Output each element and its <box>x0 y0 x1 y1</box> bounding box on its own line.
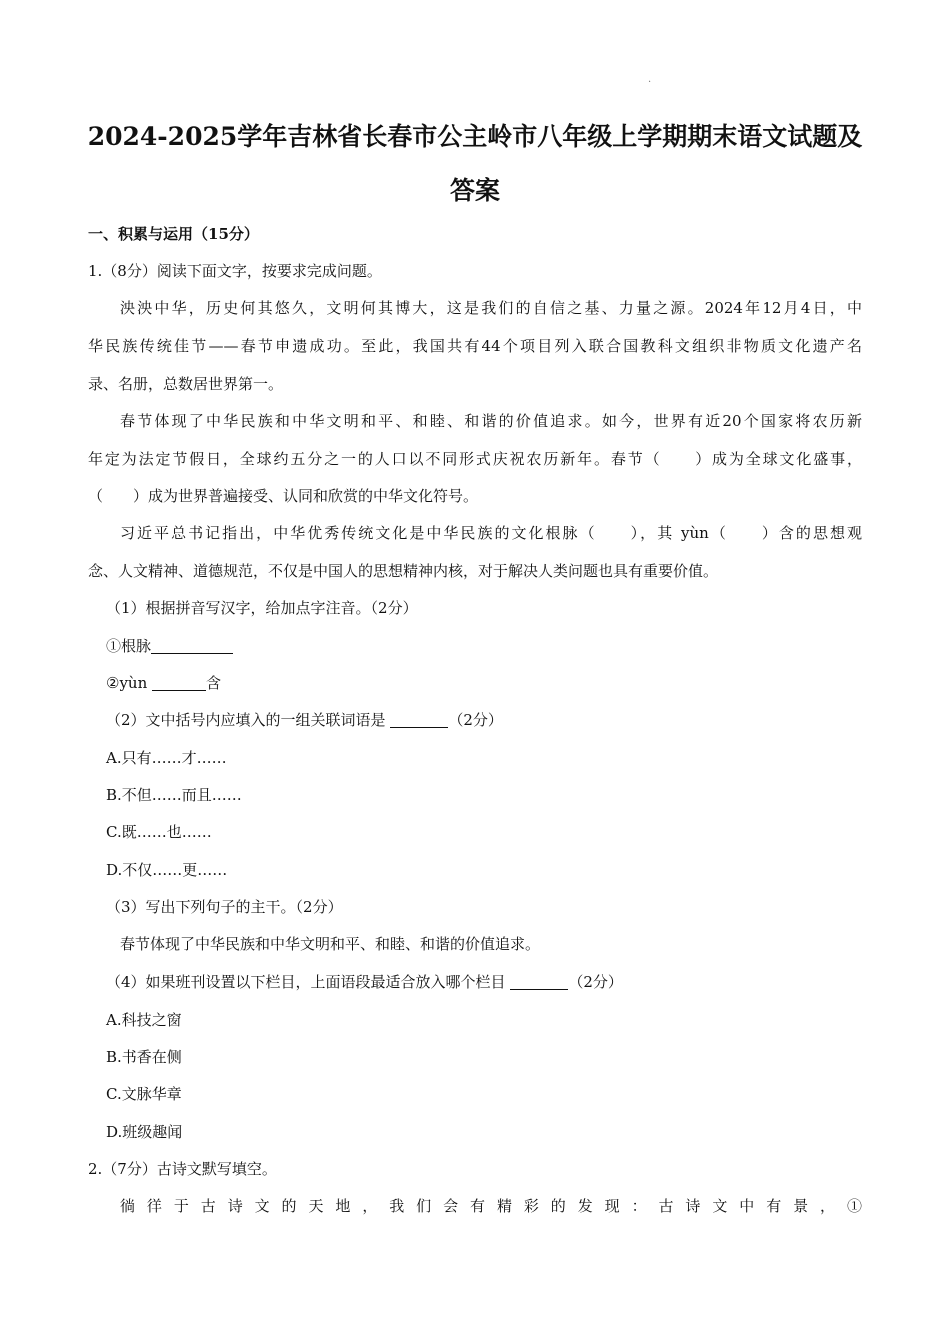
subquestion-1-b-label: ②yùn <box>106 674 153 692</box>
paragraph-3-line-2: 念、人文精神、道德规范，不仅是中国人的思想精神内核，对于解决人类问题也具有重要价值。 <box>88 562 719 580</box>
title-line-1: 2024-2025学年吉林省长春市公主岭市八年级上学期期末语文试题及 <box>87 122 863 151</box>
answer-blank[interactable] <box>151 637 233 654</box>
question-2-stem: 2.（7分）古诗文默写填空。 <box>88 1160 277 1178</box>
option-b: B.不但……而且…… <box>106 786 242 804</box>
subquestion-4 <box>106 972 623 992</box>
answer-blank[interactable] <box>152 674 206 691</box>
option-a: A.科技之窗 <box>106 1011 182 1029</box>
paragraph-1-line-2: 华民族传统佳节——春节申遗成功。至此，我国共有44个项目列入联合国教科文组织非物质文化遗产名 <box>88 337 862 355</box>
subquestion-1-b <box>106 673 221 693</box>
question-2-line-1: 徜徉于古诗文的天地，我们会有精彩的发现：古诗文中有景，① <box>120 1197 862 1215</box>
paragraph-2-line-3: （ ）成为世界普遍接受、认同和欣赏的中华文化符号。 <box>88 487 479 505</box>
subquestion-4-text: （4）如果班刊设置以下栏目，上面语段最适合放入哪个栏目 <box>106 973 511 991</box>
paragraph-2-line-1: 春节体现了中华民族和中华文明和平、和睦、和谐的价值追求。如今，世界有近20个国家将农历新 <box>120 412 862 430</box>
subquestion-1-a-label: ①根脉 <box>106 637 152 655</box>
option-b: B.书香在侧 <box>106 1048 182 1066</box>
subquestion-2 <box>106 710 503 730</box>
paragraph-1-line-3: 录、名册，总数居世界第一。 <box>88 375 284 393</box>
paragraph-3-line-1: 习近平总书记指出，中华优秀传统文化是中华民族的文化根脉（ ），其 yùn（ ）含的思想观 <box>120 524 862 542</box>
subquestion-1-a <box>106 636 233 656</box>
answer-blank[interactable] <box>390 711 448 728</box>
paragraph-1-line-1: 泱泱中华，历史何其悠久，文明何其博大，这是我们的自信之基、力量之源。2024年12月4日，中 <box>120 299 862 317</box>
question-1-stem: 1.（8分）阅读下面文字，按要求完成问题。 <box>88 262 382 280</box>
subquestion-2-score: （2分） <box>448 711 503 729</box>
subquestion-2-text: （2）文中括号内应填入的一组关联词语是 <box>106 711 391 729</box>
option-c: C.文脉华章 <box>106 1085 182 1103</box>
title-line-2: 答案 <box>449 176 500 205</box>
answer-blank[interactable] <box>510 973 568 990</box>
option-d: D.不仅……更…… <box>106 861 228 879</box>
document-title <box>60 110 890 218</box>
paragraph-2-line-2: 年定为法定节假日，全球约五分之一的人口以不同形式庆祝农历新年。春节（ ）成为全球文化盛事， <box>88 450 862 468</box>
page-dot: . <box>648 74 652 85</box>
section-heading: 一、积累与运用（15分） <box>88 225 259 243</box>
subquestion-4-score: （2分） <box>568 973 623 991</box>
option-c: C.既……也…… <box>106 823 212 841</box>
subquestion-3: （3）写出下列句子的主干。（2分） <box>106 898 343 916</box>
subquestion-1: （1）根据拼音写汉字，给加点字注音。（2分） <box>106 599 418 617</box>
subquestion-1-b-suffix: 含 <box>206 674 222 692</box>
option-a: A.只有……才…… <box>106 749 227 767</box>
subquestion-3-sentence: 春节体现了中华民族和中华文明和平、和睦、和谐的价值追求。 <box>120 935 541 953</box>
option-d: D.班级趣闻 <box>106 1123 183 1141</box>
